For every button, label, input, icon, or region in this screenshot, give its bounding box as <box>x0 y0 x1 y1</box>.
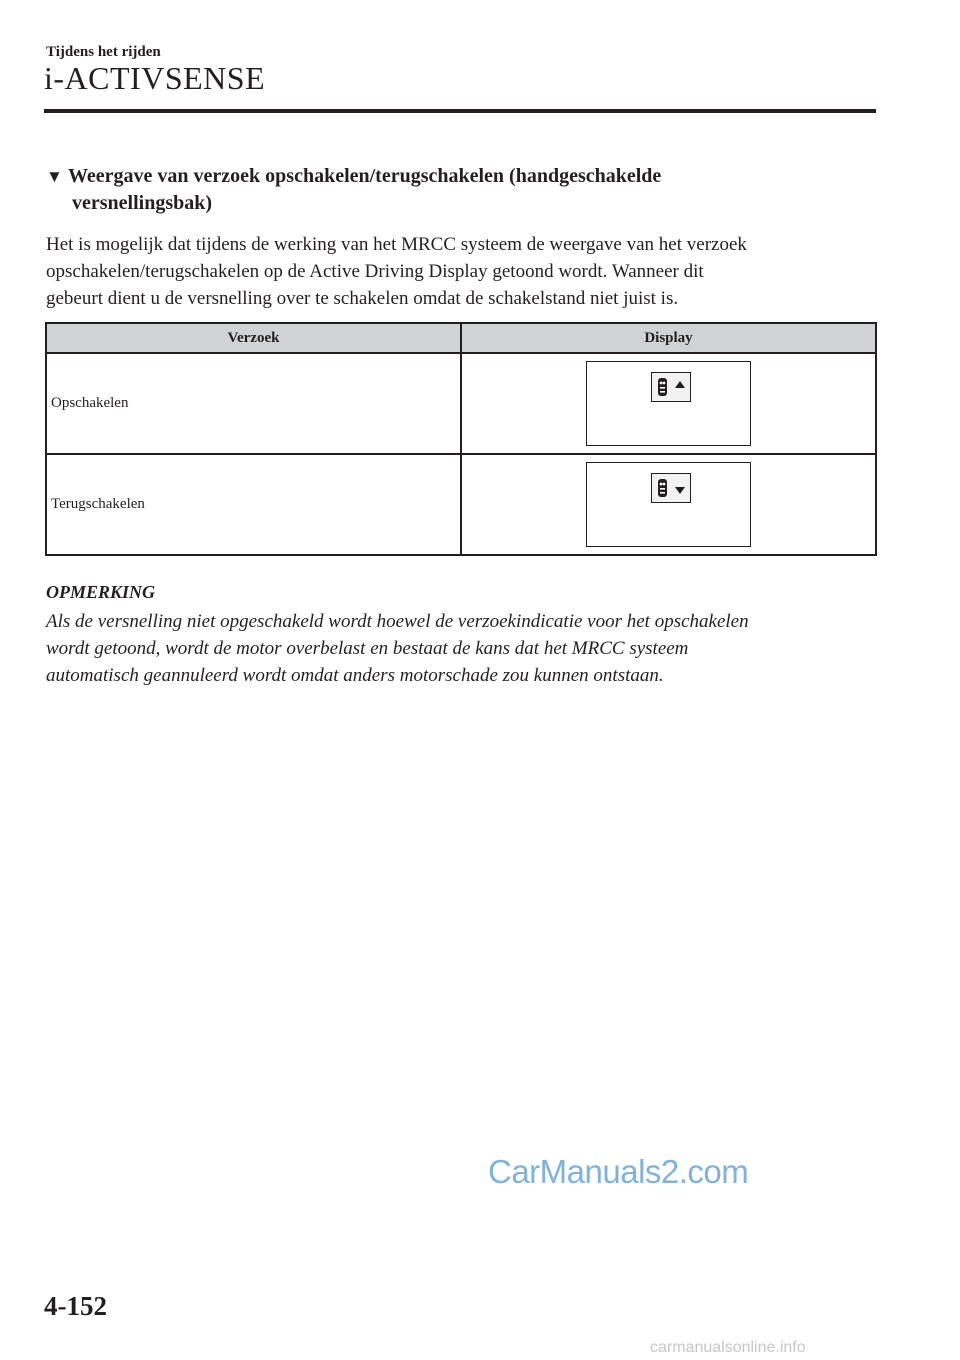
display-cell <box>461 353 876 454</box>
note-paragraph <box>46 608 886 689</box>
column-header-display: Display <box>461 323 876 353</box>
body-line: gebeurt dient u de versnelling over te schakelen omdat de schakelstand niet juist is. <box>46 288 679 309</box>
header-rule <box>44 109 876 113</box>
body-line: Het is mogelijk dat tijdens de werking van het MRCC systeem de weergave van het verzoek <box>46 234 747 255</box>
table-row <box>46 454 876 555</box>
request-cell: Opschakelen <box>46 353 461 454</box>
shift-down-indicator-icon <box>651 473 691 503</box>
request-cell: Terugschakelen <box>46 454 461 555</box>
note-line: automatisch geannuleerd wordt omdat anders motorschade zou kunnen ontstaan. <box>46 665 664 686</box>
body-paragraph <box>46 231 876 312</box>
heading-line-2: versnellingsbak) <box>72 192 213 214</box>
triangle-marker-icon: ▼ <box>46 167 63 186</box>
column-header-verzoek: Verzoek <box>46 323 461 353</box>
table-header-row <box>46 323 876 353</box>
page-number: 4-152 <box>44 1291 107 1321</box>
chapter-title: i-ACTIVSENSE <box>44 60 266 96</box>
body-line: opschakelen/terugschakelen op de Active Driving Display getoond wordt. Wanneer dit <box>46 261 704 282</box>
note-title: OPMERKING <box>46 582 156 602</box>
display-screen <box>586 462 751 547</box>
shift-request-table <box>45 322 877 556</box>
table-row <box>46 353 876 454</box>
watermark-text: CarManuals2.com <box>488 1153 749 1190</box>
shift-up-indicator-icon <box>651 372 691 402</box>
display-cell <box>461 454 876 555</box>
note-line: Als de versnelling niet opgeschakeld wordt hoewel de verzoekindicatie voor het opschakelen <box>46 611 749 632</box>
heading-line-1: Weergave van verzoek opschakelen/terugschakelen (handgeschakelde <box>68 165 662 187</box>
display-screen <box>586 361 751 446</box>
section-label: Tijdens het rijden <box>46 44 161 60</box>
note-line: wordt getoond, wordt de motor overbelast en bestaat de kans dat het MRCC systeem <box>46 638 689 659</box>
source-watermark: carmanualsonline.info <box>650 1339 806 1356</box>
subsection-heading <box>46 163 876 217</box>
